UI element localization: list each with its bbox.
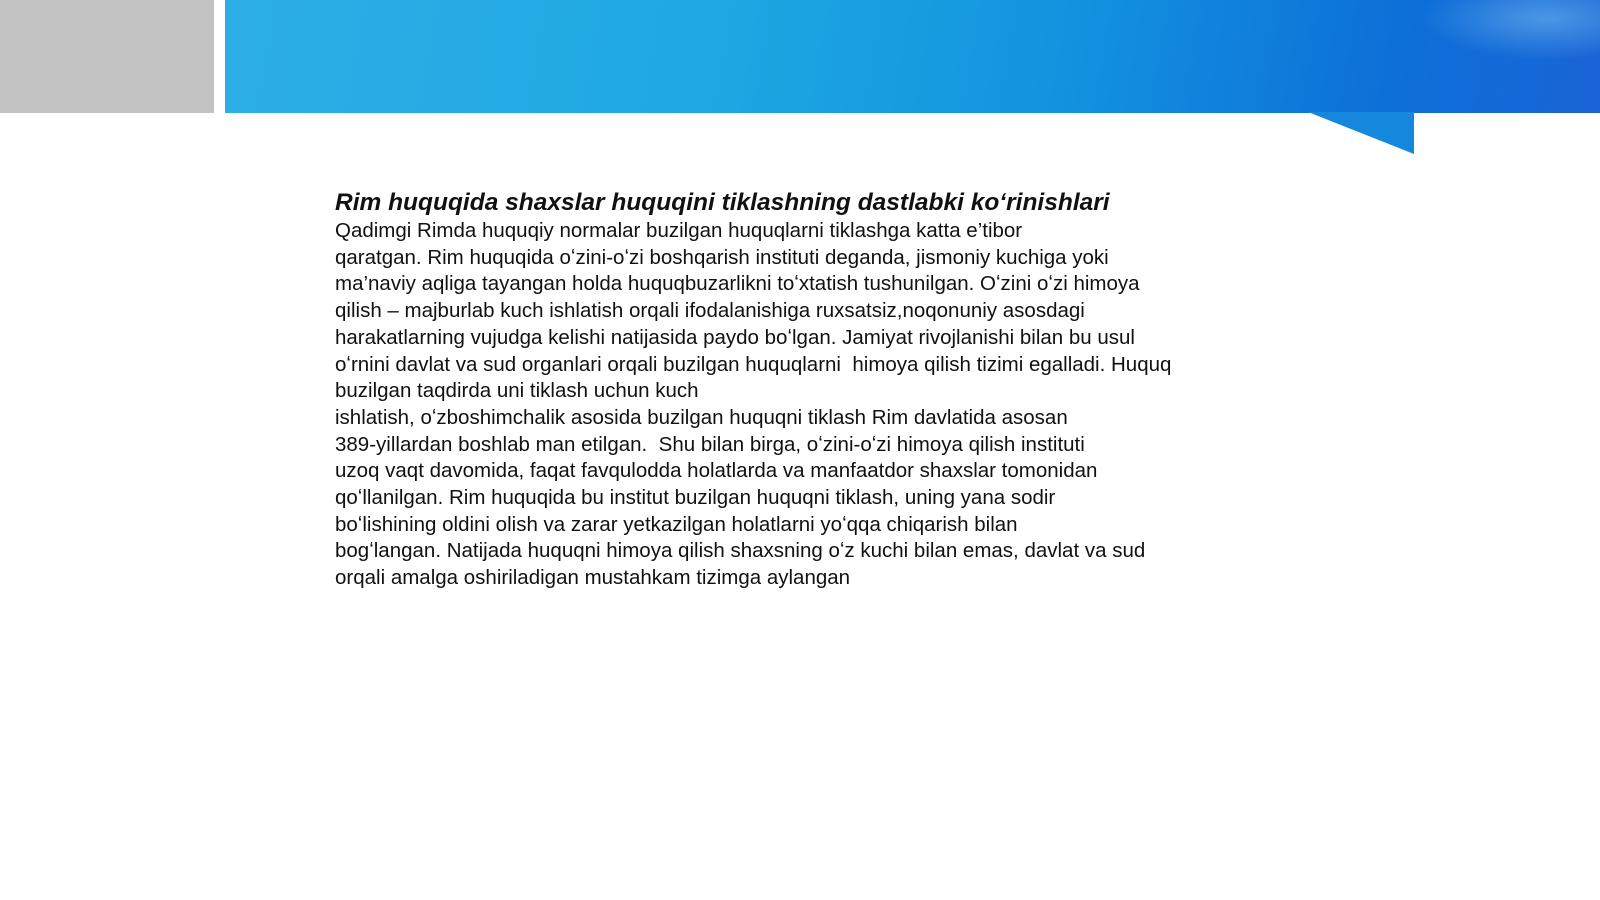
body-line: orqali amalga oshiriladigan mustahkam tizimga aylangan xyxy=(335,566,851,590)
body-line: buzilgan taqdirda uni tiklash uchun kuch xyxy=(335,379,699,403)
slide-body xyxy=(335,218,1265,592)
body-line: ma’naviy aqliga tayangan holda huquqbuzarlikni toʻxtatish tushunilgan. Oʻzini oʻzi himoya xyxy=(335,272,1140,296)
body-line: qoʻllanilgan. Rim huquqida bu institut buzilgan huquqni tiklash, uning yana sodir xyxy=(335,486,1056,510)
body-line: Qadimgi Rimda huquqiy normalar buzilgan huquqlarni tiklashga katta e’tibor xyxy=(335,219,1023,242)
body-line: boʻlishining oldini olish va zarar yetkazilgan holatlarni yoʻqqa chiqarish bilan xyxy=(335,512,1018,536)
body-line: uzoq vaqt davomida, faqat favqulodda holatlarda va manfaatdor shaxslar tomonidan xyxy=(335,459,1098,483)
body-line: qilish – majburlab kuch ishlatish orqali ifodalanishiga ruxsatsiz,noqonuniy asosdagi xyxy=(335,299,1085,323)
body-line: qaratgan. Rim huquqida oʻzini-oʻzi boshqarish instituti deganda, jismoniy kuchiga yoki xyxy=(335,245,1109,269)
body-line: oʻrnini davlat va sud organlari orqali buzilgan huquqlarni himoya qilish tizimi egalladi. Huquq xyxy=(335,352,1172,376)
slide-content xyxy=(335,188,1265,592)
slide-title: Rim huquqida shaxslar huquqini tiklashning dastlabki koʻrinishlari xyxy=(335,189,1110,216)
body-line: harakatlarning vujudga kelishi natijasida paydo boʻlgan. Jamiyat rivojlanishi bilan bu usul xyxy=(335,325,1135,349)
banner-tab-shape xyxy=(0,0,1600,160)
body-line: 389-yillardan boshlab man etilgan. Shu bilan birga, oʻzini-oʻzi himoya qilish instituti xyxy=(335,432,1085,456)
body-line: bogʻlangan. Natijada huquqni himoya qilish shaxsning oʻz kuchi bilan emas, davlat va sud xyxy=(335,539,1146,563)
banner-tab-triangle xyxy=(1308,112,1414,154)
body-line: ishlatish, oʻzboshimchalik asosida buzilgan huquqni tiklash Rim davlatida asosan xyxy=(335,405,1068,429)
